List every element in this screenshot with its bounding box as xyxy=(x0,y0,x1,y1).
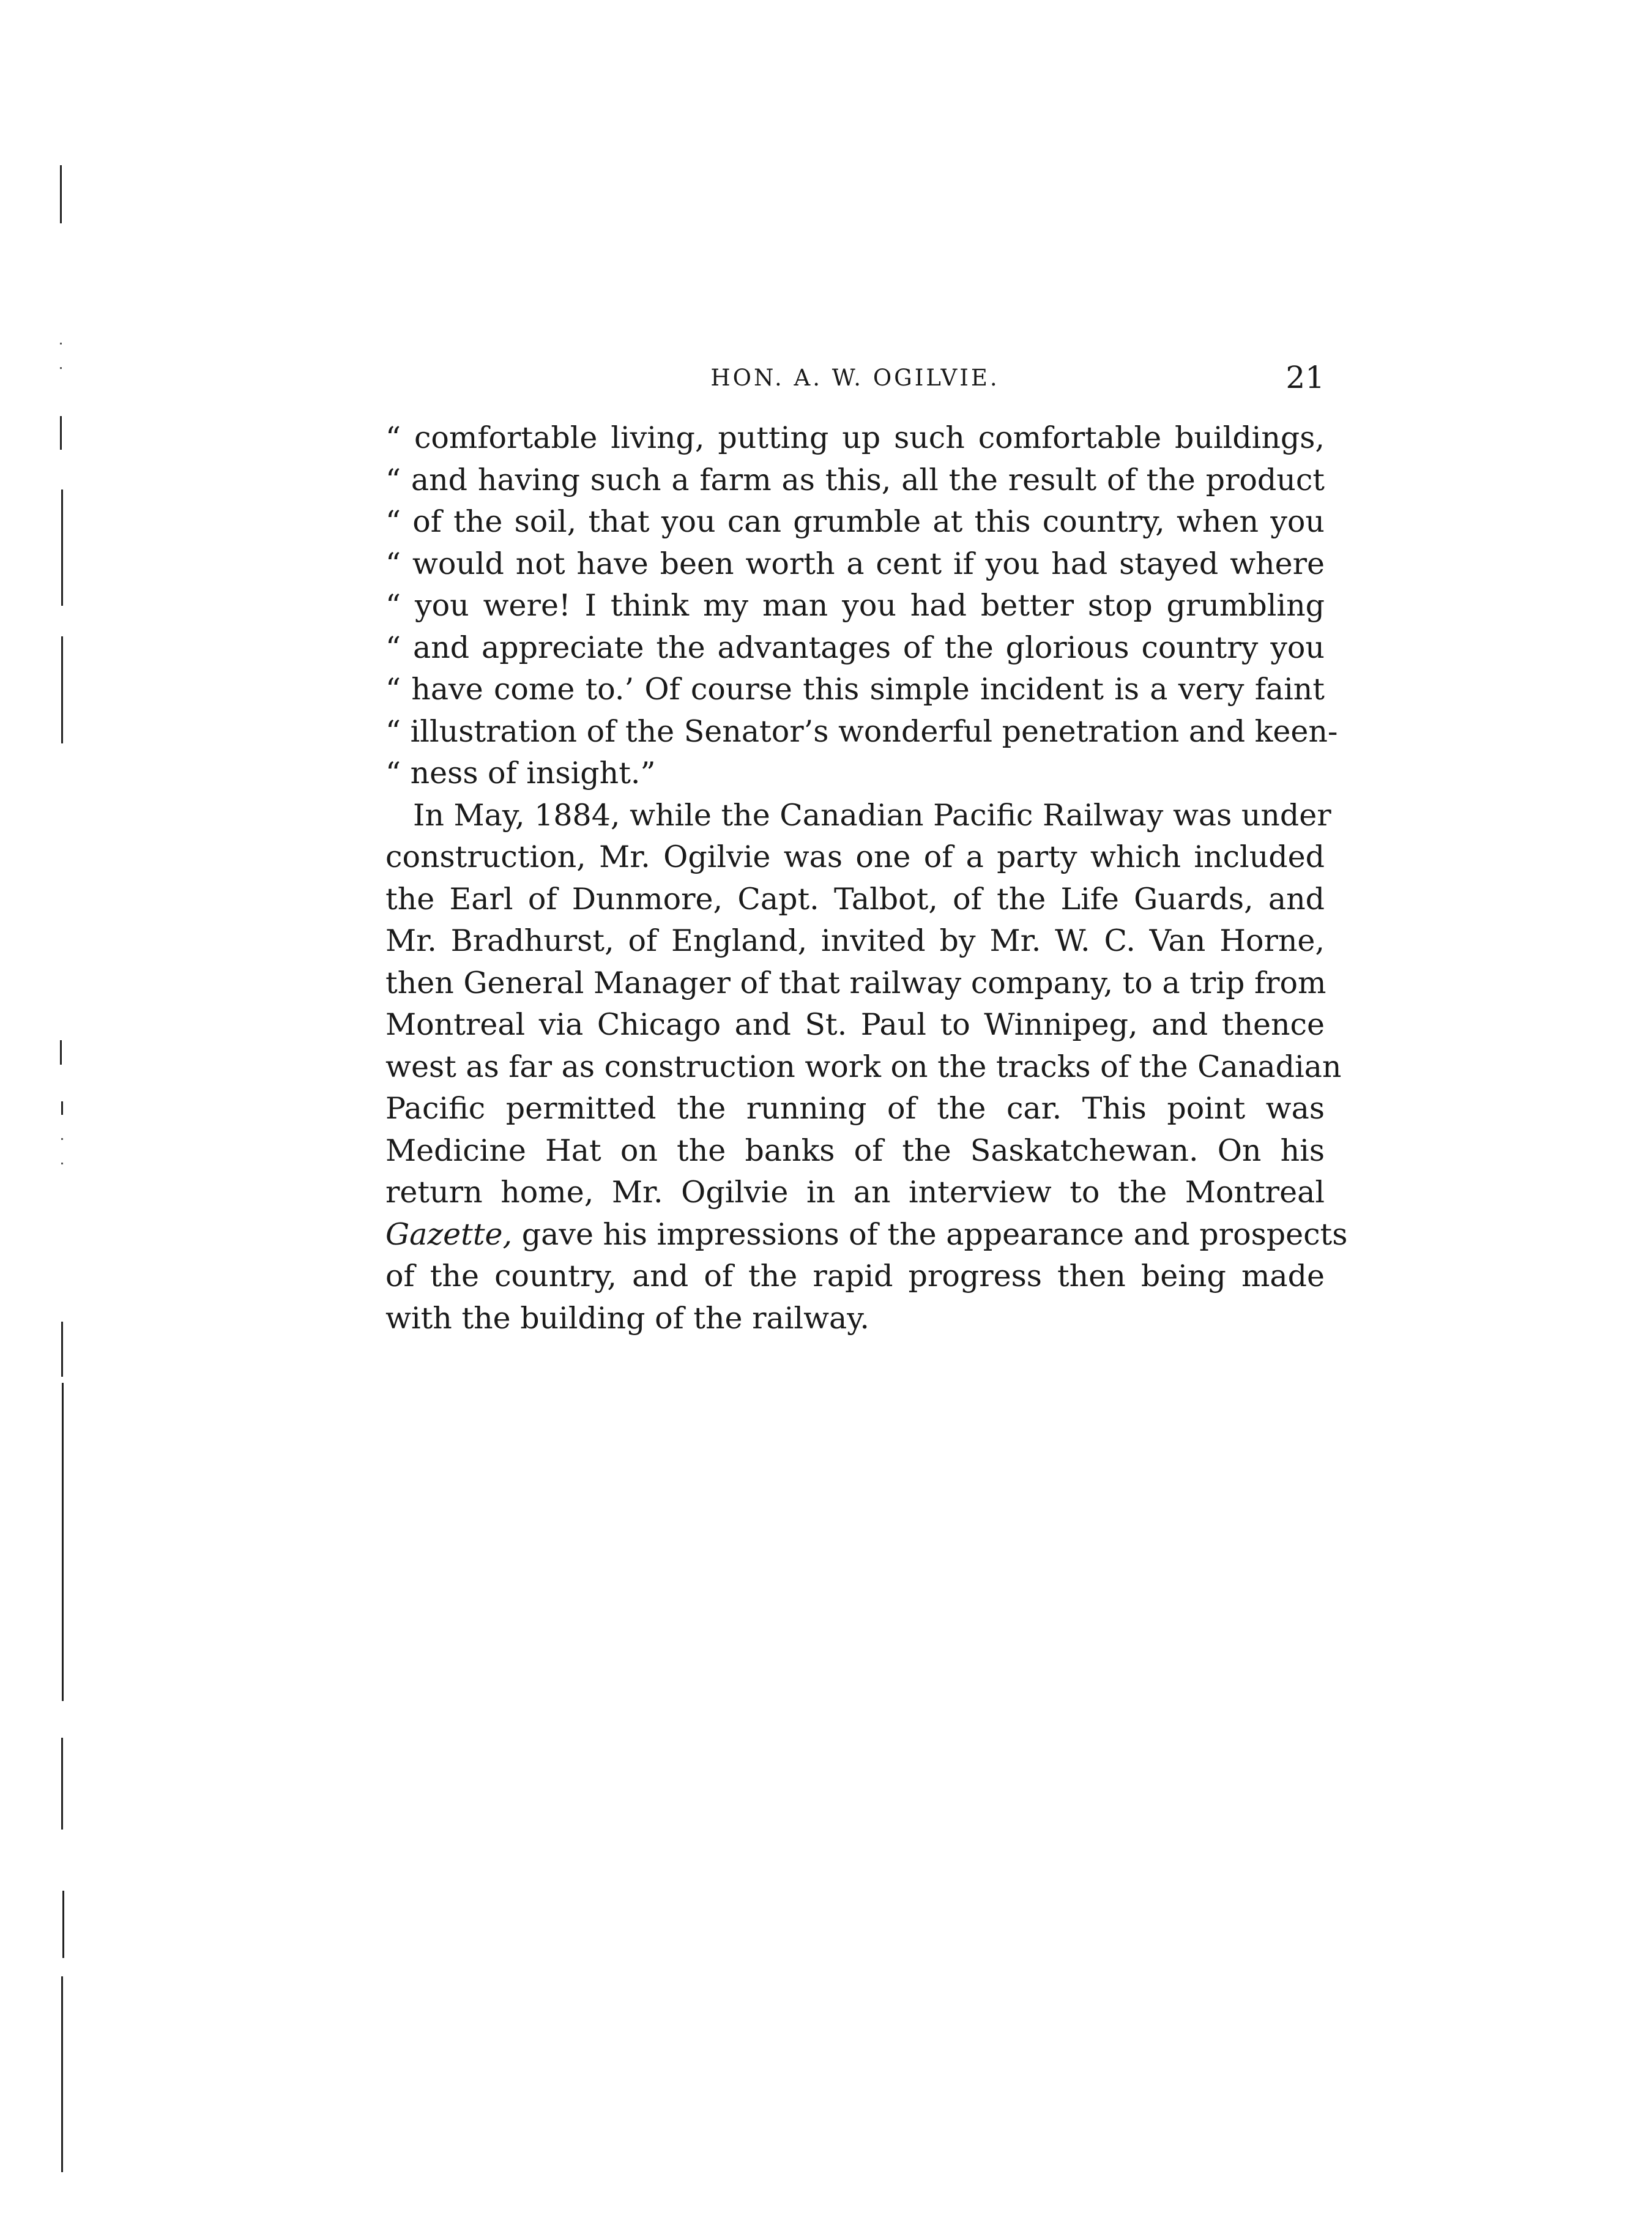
text-line: “ have come to.’ Of course this simple incident is a very faint xyxy=(385,672,1325,707)
scan-mark xyxy=(62,1891,64,1958)
scan-mark xyxy=(61,636,63,743)
scan-dot xyxy=(61,1163,63,1164)
scan-mark xyxy=(61,1976,63,2172)
text-line: “ of the soil, that you can grumble at this country, when you xyxy=(385,504,1325,539)
running-title: HON. A. W. OGILVIE. xyxy=(710,365,1000,391)
text-line: with the building of the railway. xyxy=(385,1300,869,1336)
scan-mark xyxy=(61,490,63,606)
text-line: “ illustration of the Senator’s wonderful penetration and keen- xyxy=(385,713,1338,749)
text-line: Pacific permitted the running of the car. This point was xyxy=(385,1091,1325,1126)
scan-mark xyxy=(61,1101,63,1115)
paragraph-first-line: In May, 1884, while the Canadian Pacific Railway was under xyxy=(413,797,1331,833)
body-text xyxy=(385,417,1348,1339)
text-line: construction, Mr. Ogilvie was one of a party which included xyxy=(385,839,1325,874)
scan-mark xyxy=(60,1040,62,1065)
text-line: Montreal via Chicago and St. Paul to Winnipeg, and thence xyxy=(385,1007,1325,1042)
running-head xyxy=(385,360,1325,409)
margin-scan-marks xyxy=(55,0,80,2215)
scan-dot xyxy=(60,343,62,344)
text-line: “ would not have been worth a cent if you had stayed where xyxy=(385,546,1325,581)
text-line: Mr. Bradhurst, of England, invited by Mr. W. C. Van Horne, xyxy=(385,923,1325,958)
text-line: “ and appreciate the advantages of the glorious country you xyxy=(385,630,1325,665)
scan-dot xyxy=(60,367,62,369)
text-line: west as far as construction work on the tracks of the Canadian xyxy=(385,1049,1342,1084)
text-line: of the country, and of the rapid progress then being made xyxy=(385,1259,1325,1294)
text-line: then General Manager of that railway company, to a trip from xyxy=(385,965,1326,1000)
scan-dot xyxy=(61,1138,63,1140)
scan-mark xyxy=(62,1383,64,1701)
scan-mark xyxy=(61,1738,63,1830)
text-line: Medicine Hat on the banks of the Saskatchewan. On his xyxy=(385,1133,1325,1168)
text-line: “ comfortable living, putting up such comfortable buildings, xyxy=(385,420,1325,455)
scan-mark xyxy=(60,416,62,450)
text-line: return home, Mr. Ogilvie in an interview to the Montreal xyxy=(385,1175,1325,1210)
page-number: 21 xyxy=(1286,360,1325,395)
scan-mark xyxy=(61,1322,63,1377)
text-line: “ you were! I think my man you had better stop grumbling xyxy=(385,588,1325,623)
text-line-gazette: Gazette, gave his impressions of the appearance and prospects xyxy=(385,1216,1348,1252)
text-line: the Earl of Dunmore, Capt. Talbot, of the Life Guards, and xyxy=(385,881,1325,917)
scan-mark xyxy=(60,165,62,223)
text-line: “ ness of insight.” xyxy=(385,756,656,791)
text-line: “ and having such a farm as this, all the result of the product xyxy=(385,462,1325,497)
